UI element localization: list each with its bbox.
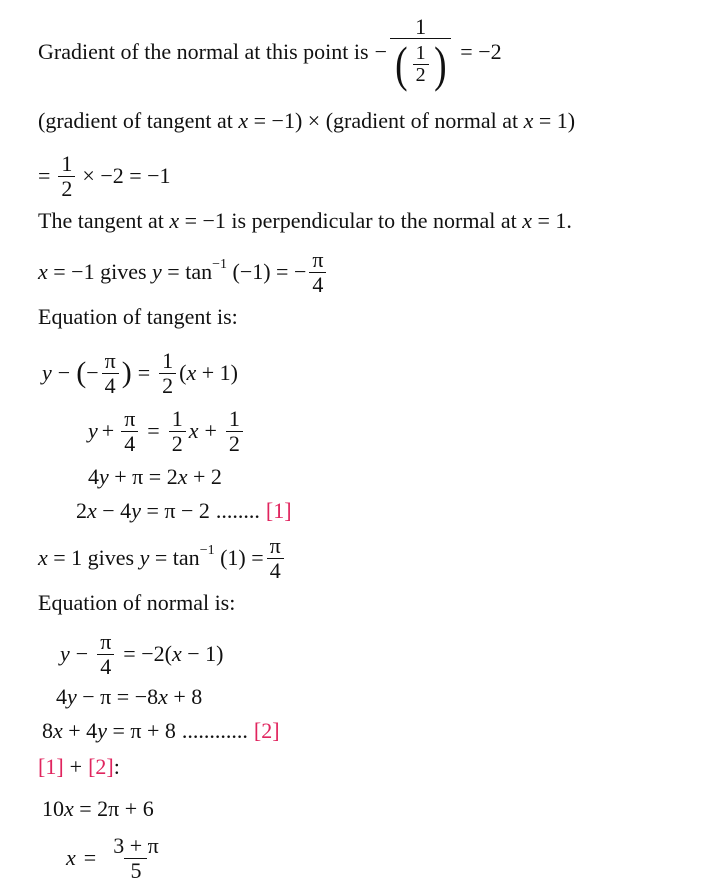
tangent-eq-2: y + $\frac{\pi}{4}$ = $\frac{1}{2}$ x + $\frac{1}{2}$ [88, 402, 246, 460]
product-result-line: = $\frac{1}{2}$ × −2 = −1 [38, 151, 171, 201]
normal-eq-2: 4y − π = −8x + 8 [56, 684, 203, 709]
tangent-heading: Equation of tangent is: [38, 304, 238, 329]
dots-2: ............ [181, 718, 248, 743]
solve-eq-2: x = $\frac{3 + \pi}{5}$ [66, 833, 159, 883]
equation-marker-1: [1] [265, 498, 292, 523]
dots-1: ........ [215, 498, 260, 523]
normal-eq-3: 8x + 4y = π + 8 ............ [2] [42, 718, 280, 743]
tangent-eq-3: 4y + π = 2x + 2 [88, 464, 222, 489]
solve-eq-1: 10x = 2π + 6 [42, 796, 154, 821]
product-description-line: (gradient of tangent at x = −1) × (gradient of normal at x = 1) [38, 108, 576, 133]
tangent-eq-1: y − ( − $\frac{\pi}{4}$ ) = $\frac{1}{2}$ (x + 1) [42, 348, 238, 398]
combine-marker-1: [1] [38, 754, 64, 779]
point-normal-line: x = 1 gives $y = \tan^{-1} (1)$ = $\frac{\pi}{4}$ [38, 530, 287, 586]
perpendicular-statement: The tangent at x = −1 is perpendicular to the normal at x = 1. [38, 208, 572, 233]
tangent-eq-4: 2x − 4y = π − 2 ........ [1] [76, 498, 292, 523]
normal-gradient-text: Gradient of the normal at this point is [38, 39, 369, 64]
equation-marker-2: [2] [253, 718, 280, 743]
normal-eq-1: y − $\frac{\pi}{4}$ = −2(x − 1) [60, 629, 224, 679]
normal-heading: Equation of normal is: [38, 590, 236, 615]
combine-line: [1] + [2] : [38, 754, 120, 779]
point-tangent-line: x = −1 gives $y = \tan^{-1} (-1)$ = − $\frac{\pi}{4}$ [38, 244, 329, 300]
normal-gradient-line: Gradient of the normal at this point is − 1 ( 1 2 ) = −2 [38, 13, 502, 93]
reciprocal-fraction: 1 ( 1 2 ) [390, 15, 451, 89]
combine-marker-2: [2] [88, 754, 114, 779]
